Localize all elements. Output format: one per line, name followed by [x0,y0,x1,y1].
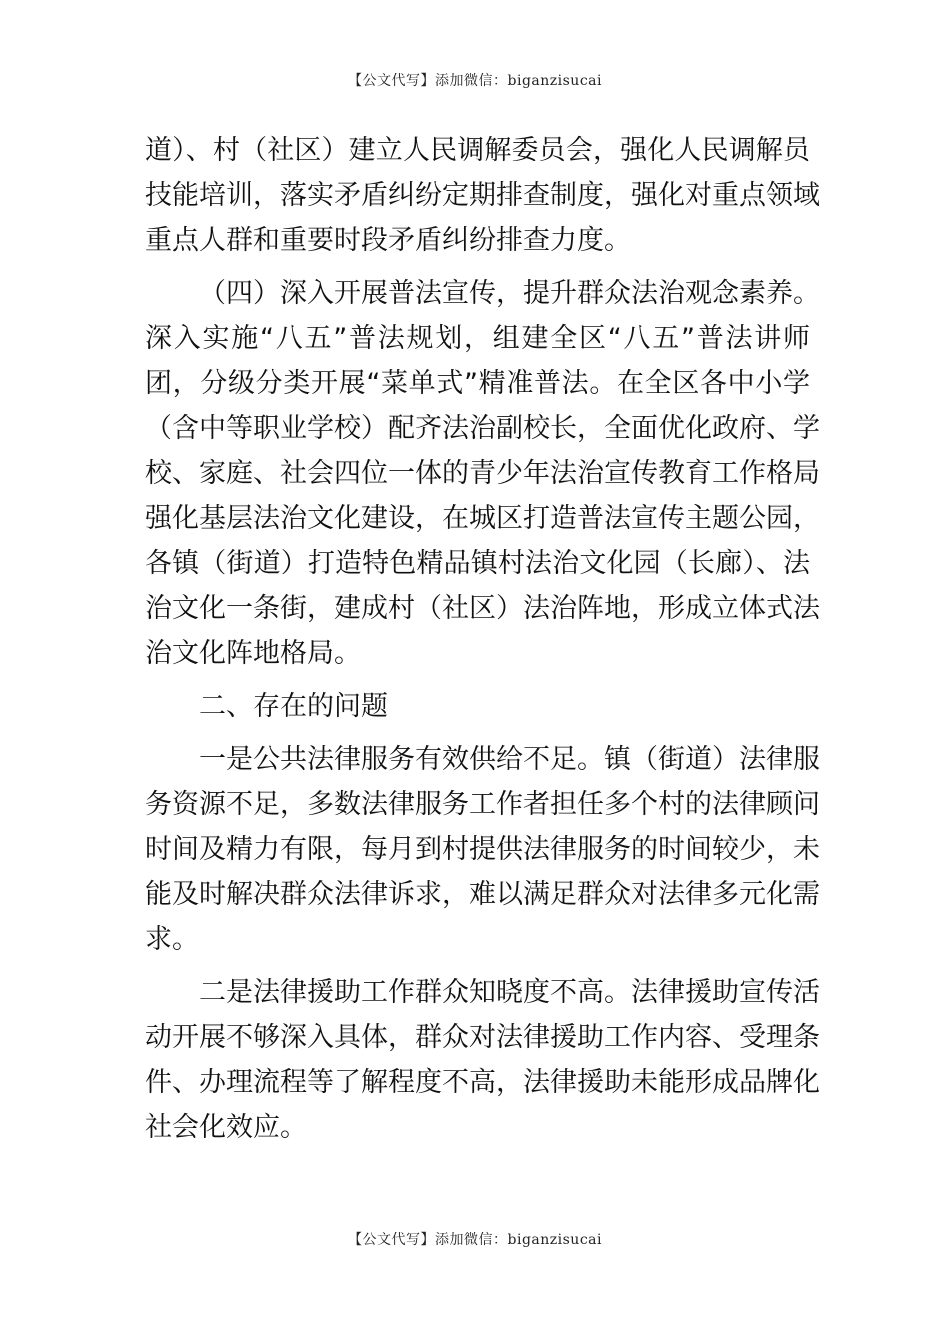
paragraph [145,128,820,263]
text-line: 团，分级分类开展“菜单式”精准普法。在全区各中小学 [145,368,810,399]
text-line: 社会化效应。 [145,1112,307,1143]
section-heading [145,684,810,729]
text-line: 治文化一条街，建成村（社区）法治阵地，形成立体式法 [145,593,820,624]
text-line: 重点人群和重要时段矛盾纠纷排查力度。 [145,225,631,256]
text-line: 治文化阵地格局。 [145,638,361,669]
text-line: 深入实施“八五”普法规划，组建全区“八五”普法讲师 [145,323,810,354]
text-line: 件、办理流程等了解程度不高，法律援助未能形成品牌化 [145,1067,820,1098]
document-body [145,128,820,1150]
paragraph [145,737,820,962]
text-line: 能及时解决群众法律诉求，难以满足群众对法律多元化需 [145,879,820,910]
text-line: 一是公共法律服务有效供给不足。镇（街道）法律服 [199,744,820,775]
text-line: 各镇（街道）打造特色精品镇村法治文化园（长廊）、法 [145,548,810,579]
text-line: 校、家庭、社会四位一体的青少年法治宣传教育工作格局 [145,458,820,489]
text-line: 道）、村（社区）建立人民调解委员会，强化人民调解员 [145,135,810,166]
page-header-watermark: 【公文代写】添加微信：biganzisucai [348,73,602,89]
text-line: 技能培训，落实矛盾纠纷定期排查制度，强化对重点领域 [145,180,820,211]
text-line: 二是法律援助工作群众知晓度不高。法律援助宣传活 [199,977,820,1008]
text-line: 求。 [145,924,199,955]
paragraph [145,970,820,1150]
text-line: （四）深入开展普法宣传，提升群众法治观念素养。 [199,278,820,309]
text-line: 强化基层法治文化建设，在城区打造普法宣传主题公园， [145,503,820,534]
page-footer-watermark: 【公文代写】添加微信：biganzisucai [348,1232,602,1248]
text-line: （含中等职业学校）配齐法治副校长，全面优化政府、学 [145,413,820,444]
text-line: 时间及精力有限，每月到村提供法律服务的时间较少，未 [145,834,820,865]
text-line: 动开展不够深入具体，群众对法律援助工作内容、受理条 [145,1022,820,1053]
paragraph [145,271,820,676]
text-line: 务资源不足，多数法律服务工作者担任多个村的法律顾问 [145,789,820,820]
text-line: 二、存在的问题 [199,691,388,722]
